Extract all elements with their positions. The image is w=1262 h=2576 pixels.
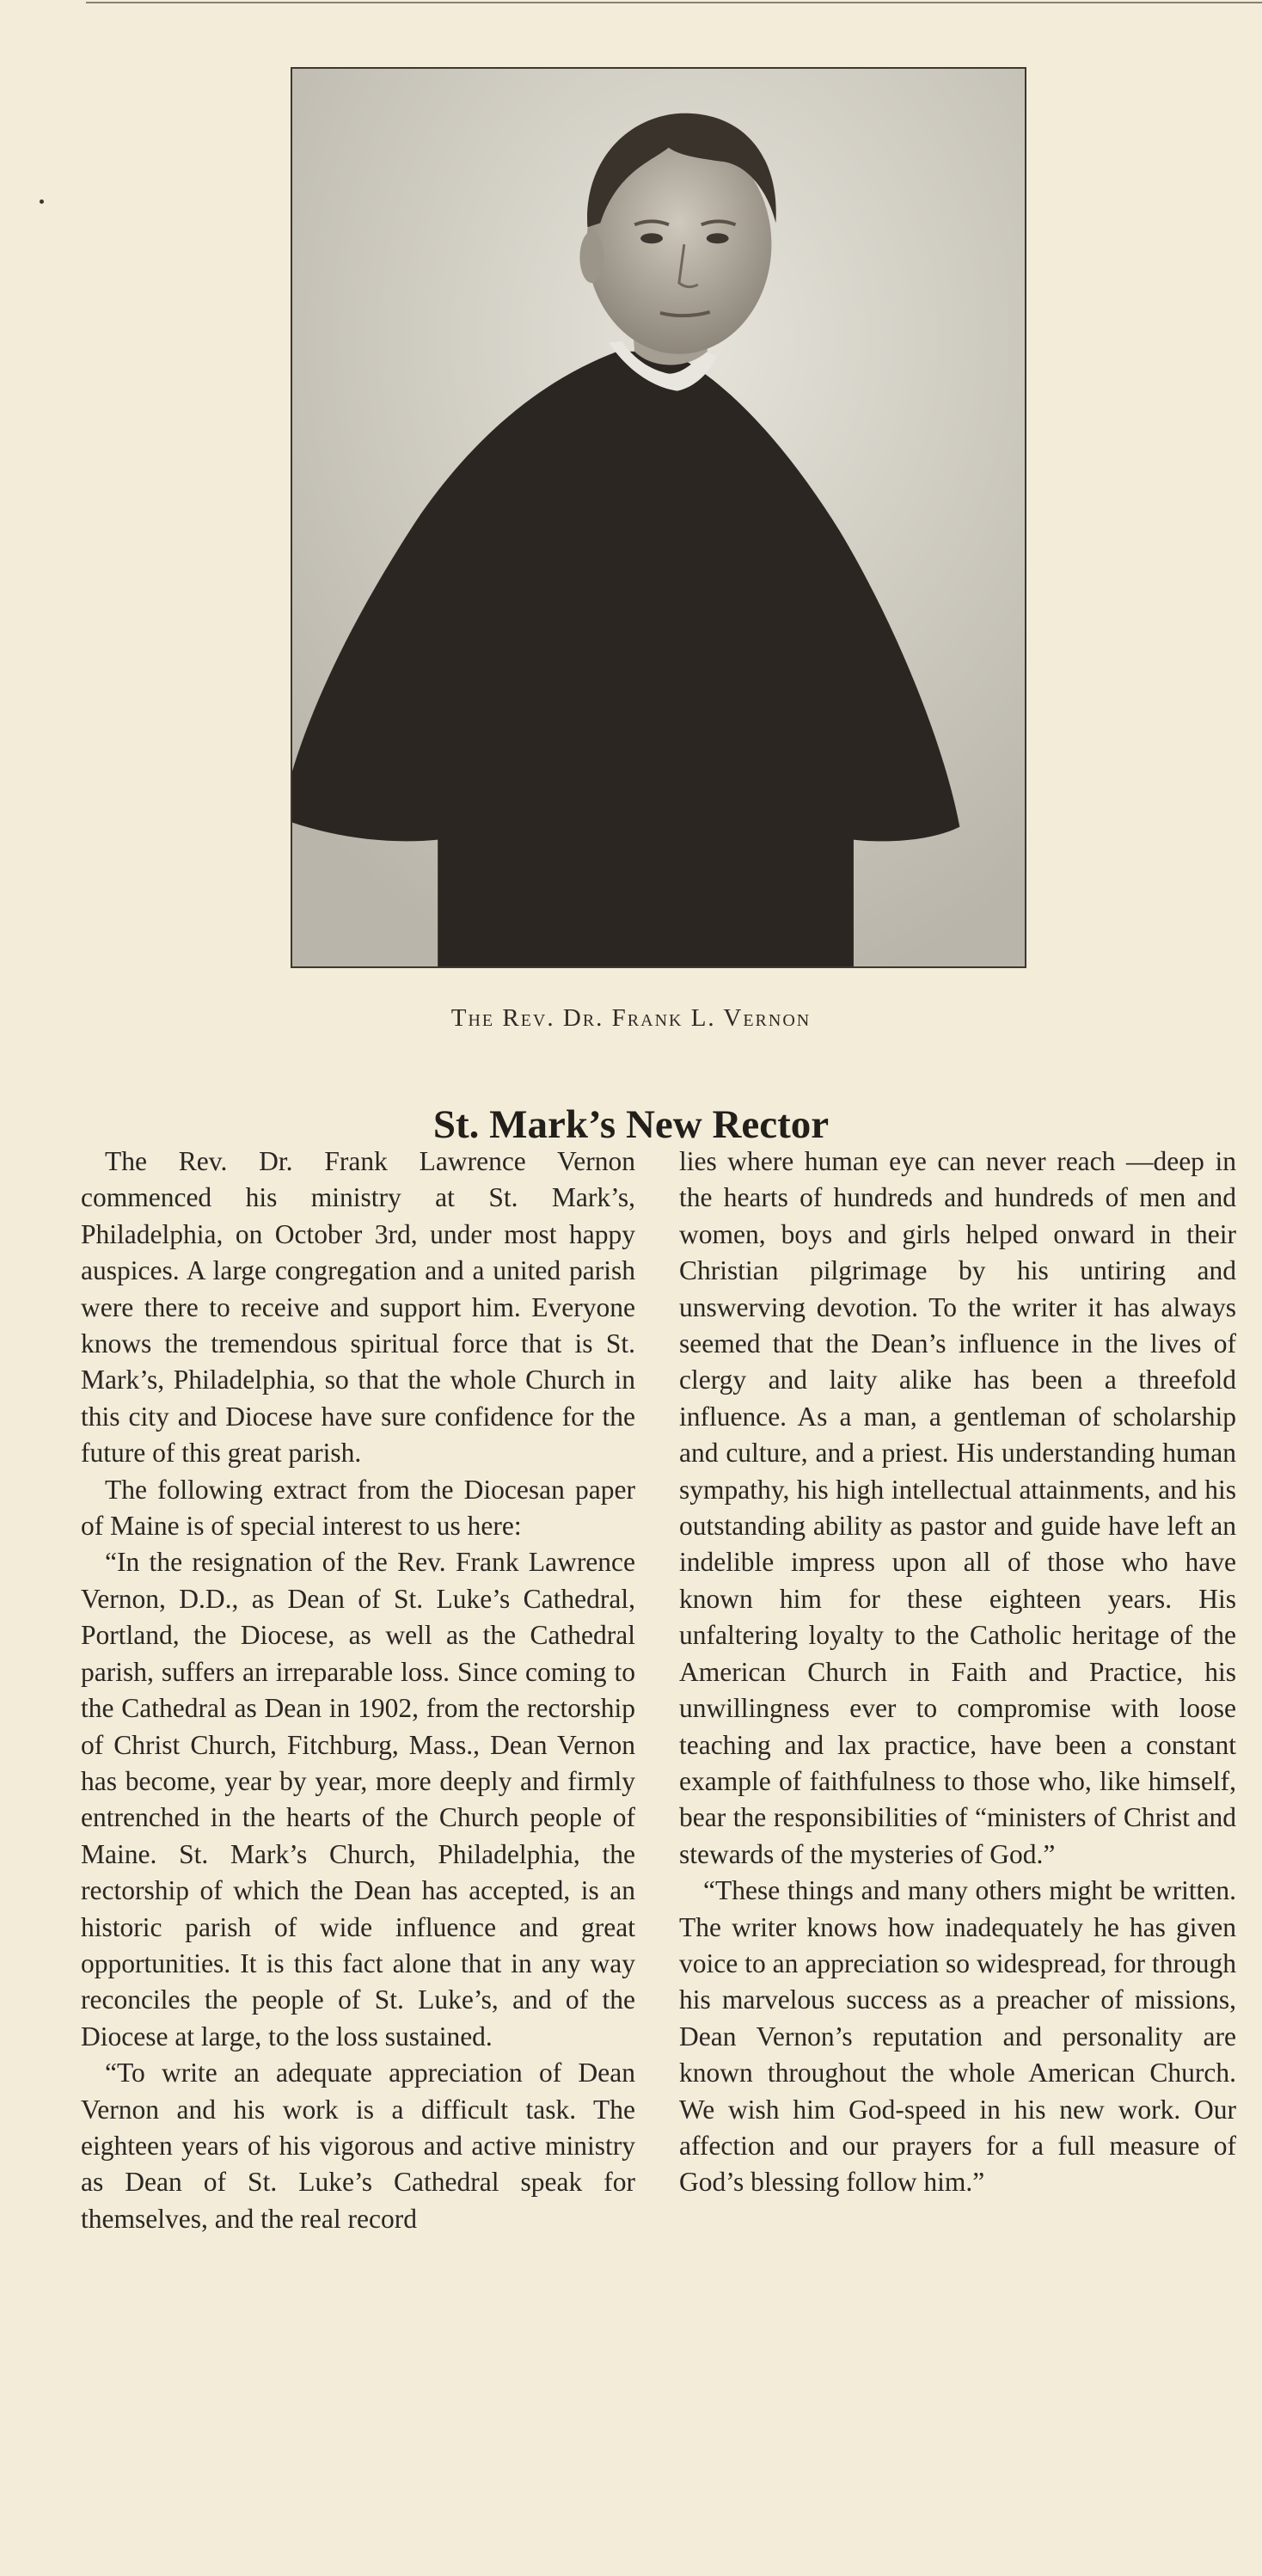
article-column-right <box>679 1144 1236 2201</box>
paragraph: “To write an adequate appreciation of Dean Vernon and his work is a difficult task. The eighteen years of his vigorous and active ministry as Dean of St. Luke’s Cathedral speak for themselves, and the real record <box>81 2058 635 2234</box>
paragraph: The Rev. Dr. Frank Lawrence Vernon commenced his ministry at St. Mark’s, Philadelphia, on October 3rd, under most happy auspices. A large congregation and a united parish were there to receive and support him. Everyone knows the tremendous spiritual force that is St. Mark’s, Philadelphia, so that the whole Church in this city and Diocese have sure confidence for the future of this great parish. <box>81 1146 635 1469</box>
article-headline: St. Mark’s New Rector <box>432 1102 830 1148</box>
paragraph: “These things and many others might be written. The writer knows how inadequately he has given voice to an appreciation so widespread, for through his marvelous success as a preacher of missions, Dean Vernon’s reputation and personality are known throughout the whole American Church. We wish him God-speed in his new work. Our affection and our prayers for a full measure of God’s blessing follow him.” <box>679 1875 1236 2198</box>
photo-caption: The Rev. Dr. Frank L. Vernon <box>450 1004 812 1032</box>
portrait-photo <box>291 67 1026 968</box>
article-column-left <box>81 1144 635 2237</box>
paragraph: lies where human eye can never reach —deep in the hearts of hundreds and hundreds of men and women, boys and girls helped onward in their Christian pilgrimage by his untiring and unswerving devotion. To the writer it has always seemed that the Dean’s influence in the lives of clergy and laity alike has been a threefold influence. As a man, a gentleman of scholarship and culture, and a priest. His understanding human sympathy, his high intellectual attainments, and his outstanding ability as pastor and guide have left an indelible impress upon all of those who have known him for these eighteen years. His unfaltering loyalty to the Catholic heritage of the American Church in Faith and Practice, his unwillingness ever to compromise with loose teaching and lax practice, have been a constant example of faithfulness to those who, like himself, bear the responsibilities of “ministers of Christ and stewards of the mysteries of God.” <box>679 1146 1236 1869</box>
paragraph: “In the resignation of the Rev. Frank Lawrence Vernon, D.D., as Dean of St. Luke’s Cathedral, Portland, the Diocese, as well as the Cathedral parish, suffers an irreparable loss. Since coming to the Cathedral as Dean in 1902, from the rectorship of Christ Church, Fitchburg, Mass., Dean Vernon has become, year by year, more deeply and firmly entrenched in the hearts of the Church people of Maine. St. Mark’s Church, Philadelphia, the rectorship of which the Dean has accepted, is an historic parish of wide influence and great opportunities. It is this fact alone that in any way reconciles the people of St. Luke’s, and of the Diocese at large, to the loss sustained. <box>81 1547 635 2052</box>
portrait-illustration <box>292 69 1025 966</box>
paragraph: The following extract from the Diocesan paper of Maine is of special interest to us here: <box>81 1474 635 1542</box>
margin-speck <box>40 199 44 204</box>
top-rule <box>86 2 1262 3</box>
